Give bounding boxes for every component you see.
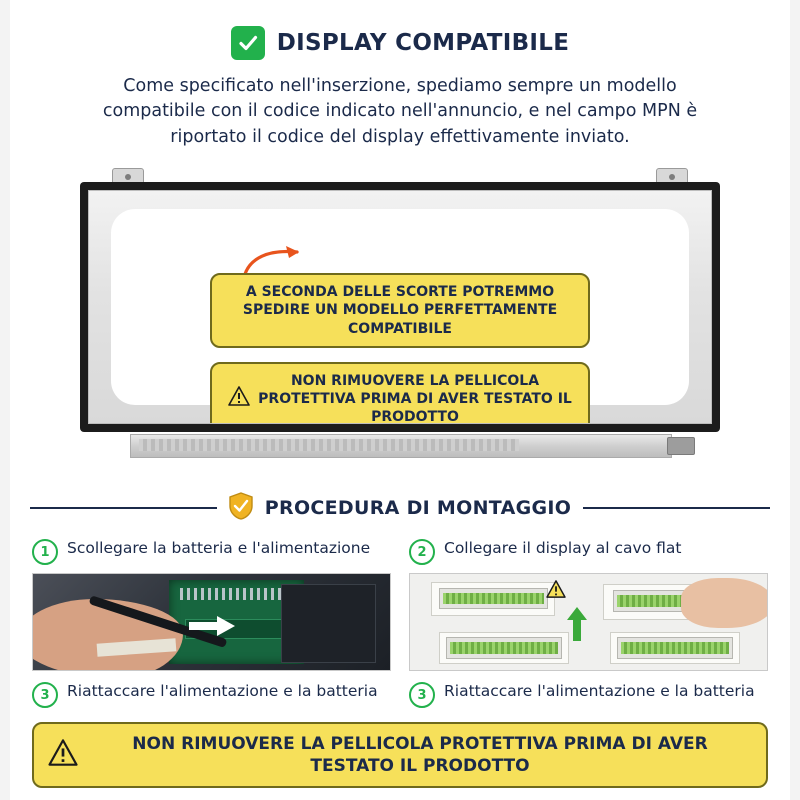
divider-left [30,507,217,509]
warning-triangle-icon [546,580,566,602]
shield-icon [229,492,253,524]
step-label: Scollegare la batteria e l'alimentazione [67,539,371,558]
battery-pack [281,584,376,663]
white-arrow-icon [189,616,235,640]
check-badge-icon [231,26,265,60]
flat-cable-a [439,588,548,609]
left-margin [0,0,10,800]
fingers [681,578,768,628]
step-number: 3 [409,682,435,708]
procedure-column-right [409,538,768,716]
flat-cable-d [617,637,733,658]
content-area [10,0,790,800]
cable-contacts-a [443,593,544,604]
step-number: 1 [32,539,58,565]
footer-warning-banner [32,722,768,788]
procedure-title: PROCEDURA DI MONTAGGIO [264,497,572,520]
step-item [409,538,768,565]
flat-cable-connector-photo [409,573,768,671]
callout-protective-film-text: NON RIMUOVERE LA PELLICOLA PROTETTIVA PRIMA DI AVER TESTATO IL PRODOTTO [258,372,572,425]
procedure-steps [32,538,768,716]
divider-right [583,507,770,509]
footer-warning-text: NON RIMUOVERE LA PELLICOLA PROTETTIVA PRIMA DI AVER TESTATO IL PRODOTTO [132,733,708,776]
cable-contacts-d [621,642,729,653]
step-item [32,681,391,708]
step-item [409,681,768,708]
panel-connector [667,437,695,455]
right-margin [790,0,800,800]
page-title: DISPLAY COMPATIBILE [276,30,570,56]
procedure-column-left [32,538,391,716]
header [10,0,790,60]
warning-triangle-icon [228,386,250,411]
panel-surface [88,190,712,424]
panel-bezel [80,182,720,432]
flat-cable-c [446,637,562,658]
display-panel-illustration [80,168,720,468]
green-up-arrow-icon [567,607,587,645]
laptop-internals-photo [32,573,391,671]
step-label: Riattaccare l'alimentazione e la batteria [444,682,755,701]
step-number: 3 [32,682,58,708]
panel-bottom-strip [130,434,672,458]
warning-triangle-icon [48,739,78,770]
step-label: Collegare il display al cavo flat [444,539,682,558]
callout-compatible-model: A SECONDA DELLE SCORTE POTREMMO SPEDIRE UN MODELLO PERFETTAMENTE COMPATIBILE [210,273,590,348]
cable-contacts-c [450,642,558,653]
step-item [32,538,391,565]
procedure-heading [10,492,790,524]
panel-callouts [89,273,711,424]
callout-protective-film [210,362,590,424]
step-number: 2 [409,539,435,565]
intro-paragraph: Come specificato nell'inserzione, spediamo sempre un modello compatibile con il codice indicato nell'annuncio, e nel campo MPN è riportato il codice del display effettivamente inviato. [102,76,698,147]
step-label: Riattaccare l'alimentazione e la batteria [67,682,378,701]
